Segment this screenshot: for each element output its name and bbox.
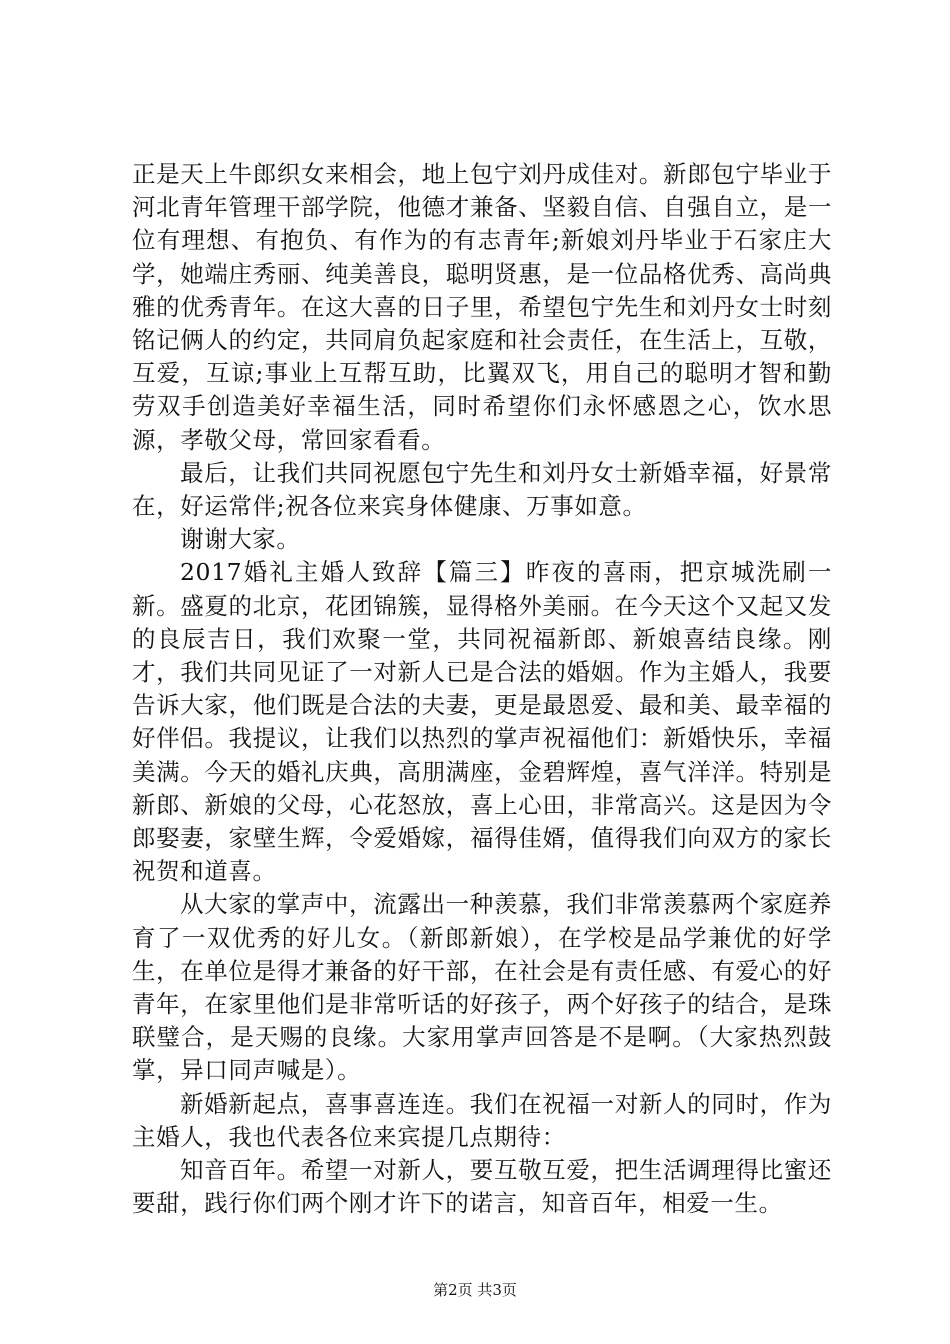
paragraph-thanks: 谢谢大家。	[180, 525, 301, 554]
page-number-footer: 第2页 共3页	[433, 1281, 517, 1299]
paragraph-continuation: 正是天上牛郎织女来相会，地上包宁刘丹成佳对。新郎包宁毕业于河北青年管理干部学院，他德才兼备、坚毅自信、自强自立，是一位有理想、有抱负、有作为的有志青年;新娘刘丹毕业于石家庄大学，她端庄秀丽、纯美善良，聪明贤惠，是一位品格优秀、高尚典雅的优秀青年。在这大喜的日子里，希望包宁先生和刘丹女士时刻铭记俩人的约定，共同肩负起家庭和社会责任，在生活上，互敬，互爱，互谅;事业上互帮互助，比翼双飞，用自己的聪明才智和勤劳双手创造美好幸福生活，同时希望你们永怀感恩之心，饮水思源，孝敬父母，常回家看看。	[132, 160, 832, 454]
paragraph-soulmates: 知音百年。希望一对新人，要互敬互爱，把生活调理得比蜜还要甜，践行你们两个刚才许下的诺言，知音百年，相爱一生。	[132, 1156, 832, 1218]
paragraph-closing-wishes: 最后，让我们共同祝愿包宁先生和刘丹女士新婚幸福，好景常在，好运常伴;祝各位来宾身体健康、万事如意。	[132, 458, 832, 521]
document-body	[132, 158, 832, 1221]
paragraph-section-three: 2017婚礼主婚人致辞【篇三】昨夜的喜雨，把京城洗刷一新。盛夏的北京，花团锦簇，显得格外美丽。在今天这个又起又发的良辰吉日，我们欢聚一堂，共同祝福新郎、新娘喜结良缘。刚才，我们共同见证了一对新人已是合法的婚姻。作为主婚人，我要告诉大家，他们既是合法的夫妻，更是最恩爱、最和美、最幸福的好伴侣。我提议，让我们以热烈的掌声祝福他们：新婚快乐，幸福美满。今天的婚礼庆典，高朋满座，金碧辉煌，喜气洋洋。特别是新郎、新娘的父母，心花怒放，喜上心田，非常高兴。这是因为令郎娶妻，家壁生辉，令爱婚嫁，福得佳婿，值得我们向双方的家长祝贺和道喜。	[132, 558, 832, 886]
paragraph-expectations: 新婚新起点，喜事喜连连。我们在祝福一对新人的同时，作为主婚人，我也代表各位来宾提几点期待：	[132, 1089, 832, 1151]
paragraph-applause: 从大家的掌声中，流露出一种羡慕，我们非常羡慕两个家庭养育了一双优秀的好儿女。（新郎新娘），在学校是品学兼优的好学生，在单位是得才兼备的好干部，在社会是有责任感、有爱心的好青年，在家里他们是非常听话的好孩子，两个好孩子的结合，是珠联璧合，是天赐的良缘。大家用掌声回答是不是啊。（大家热烈鼓掌，异口同声喊是）。	[132, 890, 832, 1085]
